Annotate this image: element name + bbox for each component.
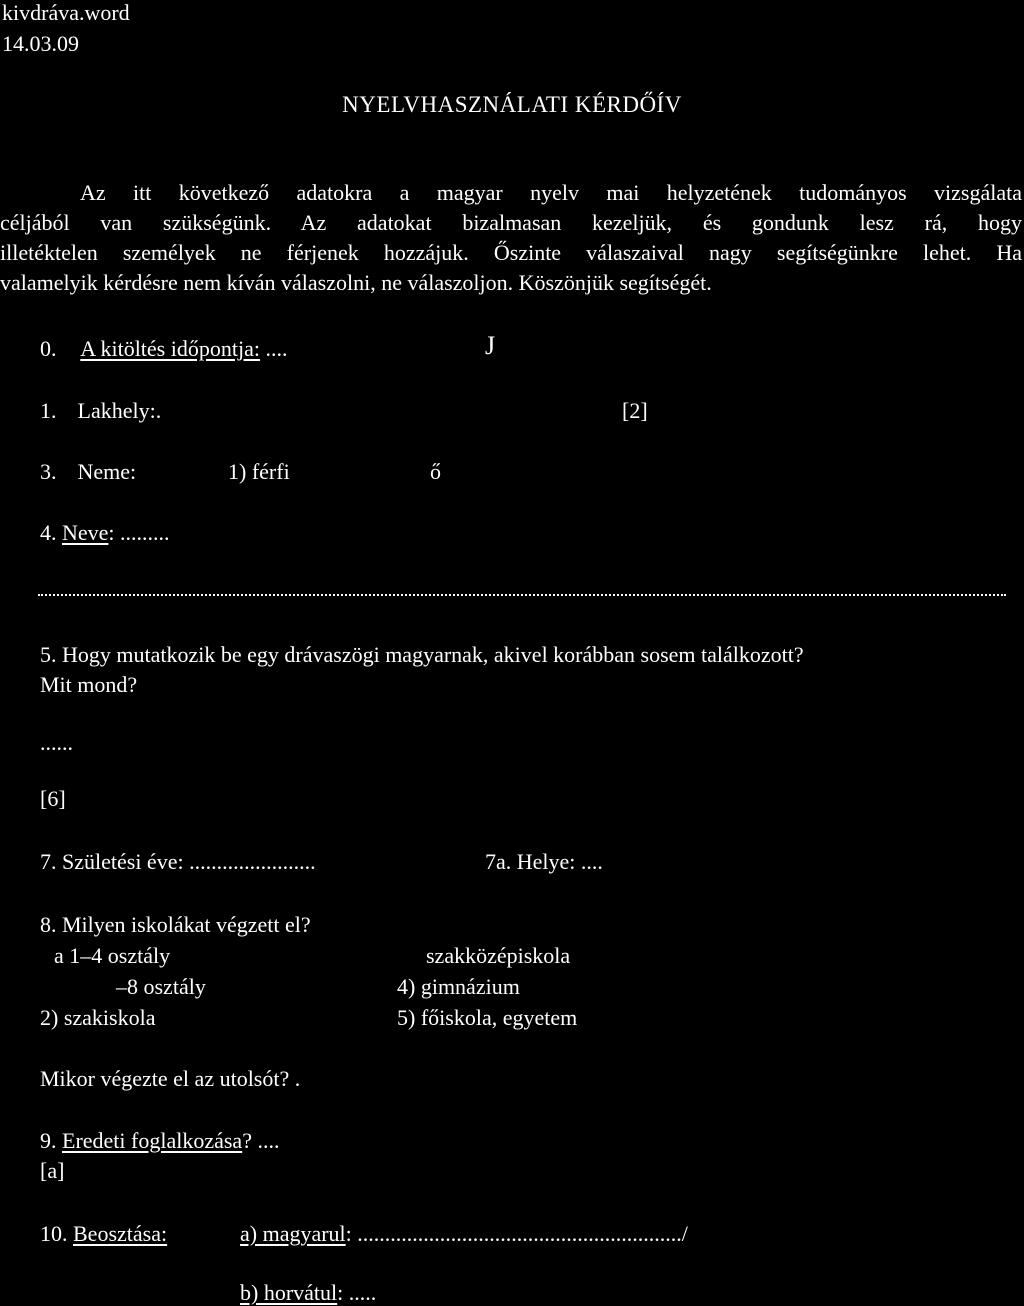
document-date: 14.03.09 — [2, 31, 79, 56]
option-female: ő — [430, 459, 441, 484]
question-number: 9. — [40, 1128, 57, 1153]
answer-blank: . — [155, 398, 162, 423]
question-number: 1. — [40, 398, 57, 423]
question-label: Neme: — [77, 459, 137, 484]
question-10-a — [240, 1221, 688, 1247]
answer-blank: ? .... — [242, 1128, 280, 1153]
intro-paragraph — [0, 178, 1022, 298]
question-label: Beosztása: — [73, 1221, 168, 1246]
question-label: Lakhely: — [77, 398, 156, 423]
question-label: Neve — [62, 520, 109, 545]
question-0 — [40, 336, 287, 362]
answer-blank: : ......... — [108, 520, 170, 545]
school-option: 2) szakiskola — [40, 1005, 156, 1030]
question-5-line-2: Mit mond? — [40, 672, 138, 697]
question-7 — [40, 849, 316, 875]
question-number: 10. — [40, 1221, 68, 1246]
option-male: 1) férfi — [228, 459, 290, 484]
question-3 — [40, 459, 136, 485]
intro-line: céljából van szükségünk. Az adatokat bizalmasan kezeljük, és gondunk lesz rá, hogy — [0, 210, 1022, 235]
question-8: 8. Milyen iskolákat végzett el? — [40, 912, 311, 937]
question-8-followup: Mikor végezte el az utolsót? . — [40, 1066, 301, 1091]
answer-label-hungarian: a) magyarul — [240, 1221, 346, 1246]
school-option: –8 osztály — [116, 974, 206, 999]
answer-label-croatian: b) horvátul — [240, 1280, 338, 1305]
question-number: 4. — [40, 520, 57, 545]
question-label: 7a. Helye: — [485, 849, 576, 874]
answer-blank: ....................... — [183, 849, 316, 874]
file-name: kivdráva.word — [2, 0, 130, 25]
question-label: 7. Születési éve: — [40, 849, 184, 874]
question-10-b — [240, 1280, 376, 1306]
intro-line: Az itt következő adatokra a magyar nyelv mai helyzetének tudományos vizsgálata — [80, 180, 1022, 205]
school-option: 4) gimnázium — [397, 974, 520, 999]
answer-blank: ...... — [40, 730, 73, 755]
school-option: szakközépiskola — [426, 943, 571, 968]
question-4 — [40, 520, 170, 546]
answer-blank: .... — [575, 849, 603, 874]
answer-blank: : ..... — [337, 1280, 377, 1305]
document-title: NYELVHASZNÁLATI KÉRDŐÍV — [342, 92, 682, 117]
question-1 — [40, 398, 161, 424]
school-option: 5) főiskola, egyetem — [397, 1005, 578, 1030]
handwritten-mark: J — [485, 331, 496, 360]
question-9 — [40, 1128, 279, 1154]
coding-mark: [a] — [40, 1158, 65, 1183]
question-label: A kitöltés időpontja: — [80, 336, 260, 361]
coding-mark: [6] — [40, 786, 66, 811]
question-number: 0. — [40, 336, 57, 361]
question-label: Eredeti foglalkozása — [62, 1128, 243, 1153]
coding-mark: [2] — [622, 398, 648, 423]
school-option: a 1–4 osztály — [54, 943, 171, 968]
question-5-line-1: 5. Hogy mutatkozik be egy drávaszögi magyarnak, akivel korábban sosem találkozott? — [40, 642, 804, 667]
answer-blank: : ........................................................... — [345, 1221, 682, 1246]
answer-blank: .... — [259, 336, 288, 361]
answer-line — [38, 580, 1006, 596]
intro-line: valamelyik kérdésre nem kíván válaszolni, ne válaszoljon. Köszönjük segítségét. — [0, 270, 712, 295]
intro-line: illetéktelen személyek ne férjenek hozzájuk. Őszinte válaszaival nagy segítségünkre lehet. Ha — [0, 240, 1022, 265]
handwritten-mark: / — [681, 1221, 688, 1246]
question-10 — [40, 1221, 167, 1247]
question-number: 3. — [40, 459, 57, 484]
question-7a — [485, 849, 603, 875]
